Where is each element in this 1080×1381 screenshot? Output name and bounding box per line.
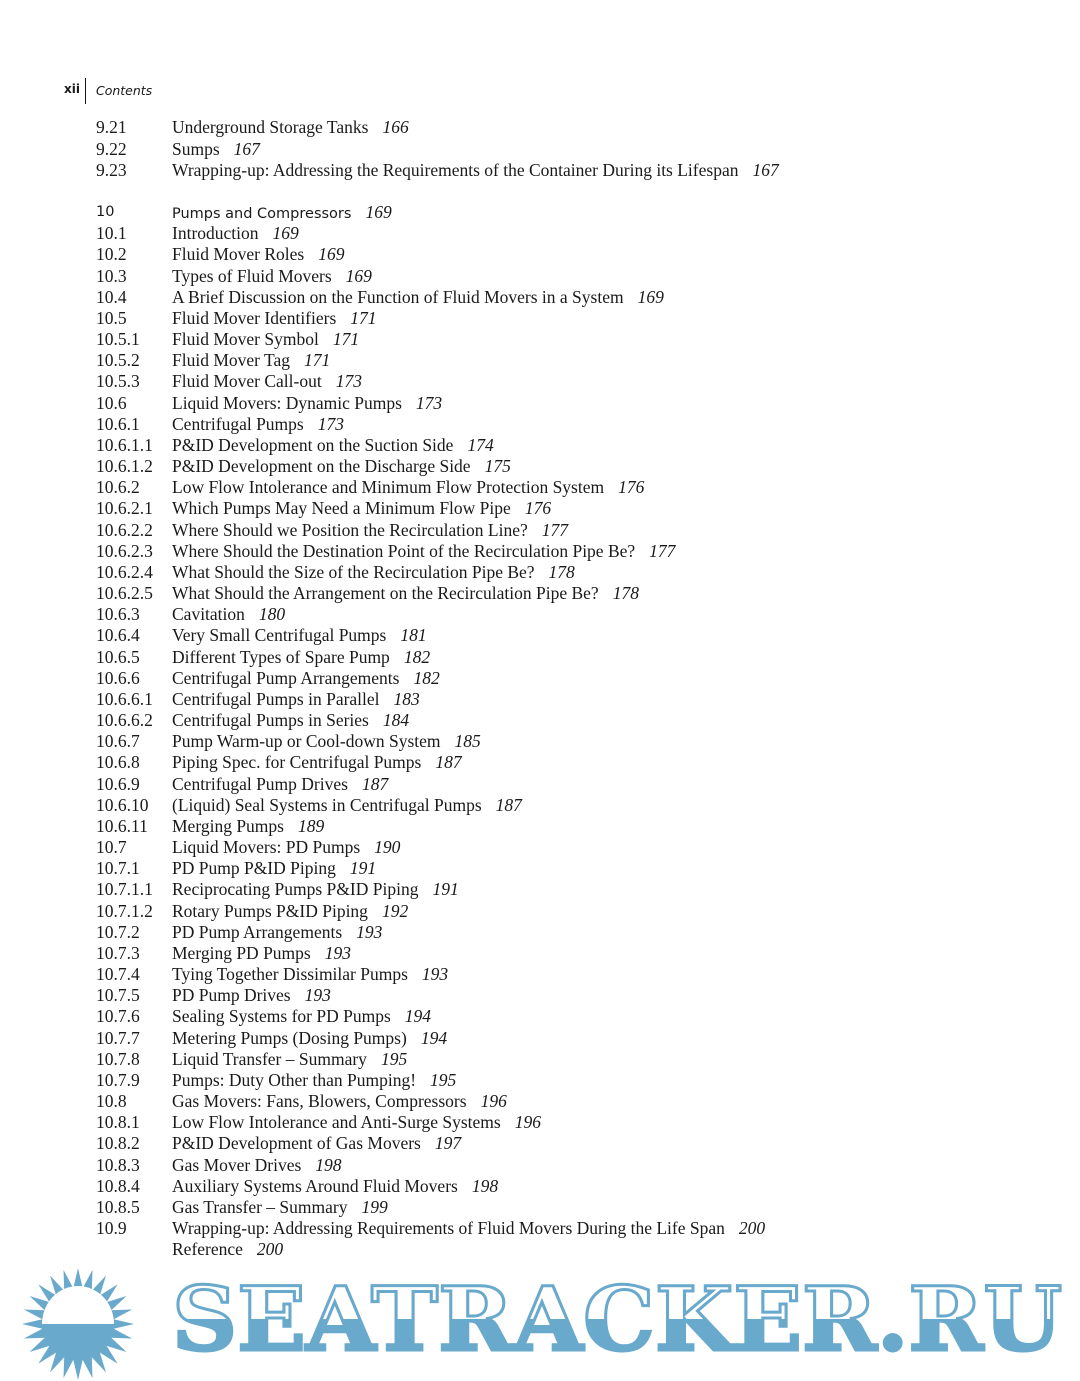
entry-number: 10.6.2.2 <box>96 519 153 540</box>
entry-title-text: Reference <box>172 1239 243 1260</box>
entry-title <box>172 139 260 160</box>
entry-number: 10.7.3 <box>96 942 140 963</box>
entry-title <box>172 350 330 371</box>
entry-page: 187 <box>435 752 462 773</box>
entry-page: 173 <box>317 413 344 434</box>
entry-title-text: Reciprocating Pumps P&ID Piping <box>172 879 419 900</box>
entry-number: 10.7 <box>96 837 127 858</box>
entry-number: 10.7.9 <box>96 1069 140 1090</box>
entry-title-text: Liquid Movers: Dynamic Pumps <box>172 392 402 413</box>
entry-title-text: P&ID Development of Gas Movers <box>172 1133 421 1154</box>
entry-title <box>172 689 420 710</box>
entry-title <box>172 435 494 456</box>
entry-title-text: Gas Transfer – Summary <box>172 1196 348 1217</box>
entry-title <box>172 583 639 604</box>
entry-number: 10.7.1.1 <box>96 879 153 900</box>
entry-title <box>172 731 481 752</box>
entry-number: 10.6.9 <box>96 773 140 794</box>
entry-page: 171 <box>332 329 360 350</box>
entry-title-text: Wrapping-up: Addressing Requirements of Fluid Movers During the Life Span <box>172 1218 725 1239</box>
entry-title <box>172 774 388 795</box>
entry-title <box>172 1112 541 1133</box>
entry-title-text: PD Pump P&ID Piping <box>172 858 336 879</box>
entry-title-text: Gas Movers: Fans, Blowers, Compressors <box>172 1091 467 1112</box>
entry-title-text: Low Flow Intolerance and Minimum Flow Protection System <box>172 477 605 498</box>
entry-title-text: Centrifugal Pumps <box>172 413 304 434</box>
entry-page: 198 <box>471 1175 499 1196</box>
entry-page: 196 <box>514 1112 541 1133</box>
entry-number: 10.4 <box>96 286 127 307</box>
entry-title <box>172 287 664 308</box>
entry-title-text: Sealing Systems for PD Pumps <box>172 1006 391 1027</box>
entry-title <box>172 393 442 414</box>
entry-number: 10.6.2.5 <box>96 583 153 604</box>
entry-page: 173 <box>335 371 362 392</box>
entry-title <box>172 964 448 985</box>
entry-title <box>172 456 511 477</box>
entry-title-text: Pumps: Duty Other than Pumping! <box>172 1069 417 1090</box>
entry-title-text: Tying Together Dissimilar Pumps <box>172 964 408 985</box>
entry-number: 10.8.3 <box>96 1154 140 1175</box>
entry-title <box>172 837 400 858</box>
entry-title-text: Auxiliary Systems Around Fluid Movers <box>172 1175 458 1196</box>
entry-title <box>172 604 285 625</box>
watermark-text: SEATRACKER.RU <box>172 1267 1062 1371</box>
entry-title <box>172 922 382 943</box>
entry-title <box>172 520 568 541</box>
entry-title-text: Introduction <box>172 223 259 244</box>
entry-page: 189 <box>297 815 325 836</box>
entry-number: 10.6.1.1 <box>96 434 153 455</box>
entry-title <box>172 625 427 646</box>
entry-number: 10.8.1 <box>96 1112 140 1133</box>
entry-page: 171 <box>304 350 331 371</box>
entry-page: 171 <box>350 307 377 328</box>
entry-number: 10.7.8 <box>96 1048 140 1069</box>
entry-page: 187 <box>495 794 522 815</box>
entry-title-text: Liquid Transfer – Summary <box>172 1048 367 1069</box>
entry-page: 169 <box>345 265 372 286</box>
entry-page: 195 <box>380 1048 408 1069</box>
entry-title <box>172 1176 498 1197</box>
entry-number: 10.7.4 <box>96 964 140 985</box>
entry-title-text: What Should the Size of the Recirculation Pipe Be? <box>172 561 535 582</box>
entry-title <box>172 752 462 773</box>
entry-number: 10.7.2 <box>96 921 140 942</box>
entry-title <box>172 541 675 562</box>
entry-title-text: (Liquid) Seal Systems in Centrifugal Pumps <box>172 794 482 815</box>
entry-page: 178 <box>612 583 639 604</box>
entry-title-text: Centrifugal Pump Drives <box>172 773 348 794</box>
entry-page: 174 <box>467 434 494 455</box>
page-number: xii <box>64 78 86 104</box>
entry-number: 10.5.2 <box>96 350 140 371</box>
entry-title <box>172 816 324 837</box>
entry-title-text: Where Should the Destination Point of the Recirculation Pipe Be? <box>172 540 636 561</box>
entry-title <box>172 266 372 287</box>
entry-page: 199 <box>361 1196 388 1217</box>
entry-number: 10.7.1.2 <box>96 900 153 921</box>
entry-title-text: Fluid Mover Call-out <box>172 371 322 392</box>
entry-title-text: Where Should we Position the Recirculation Line? <box>172 519 528 540</box>
entry-page: 184 <box>382 710 410 731</box>
entry-page: 185 <box>454 731 481 752</box>
entry-title <box>172 858 376 879</box>
entry-page: 200 <box>738 1218 766 1239</box>
entry-number: 10.6.11 <box>96 815 148 836</box>
entry-title <box>172 562 575 583</box>
entry-page: 166 <box>382 117 409 137</box>
entry-page: 194 <box>404 1006 432 1027</box>
entry-page: 192 <box>381 900 409 921</box>
entry-title-text: Different Types of Spare Pump <box>172 646 390 667</box>
entry-title-text: Cavitation <box>172 604 245 625</box>
entry-number: 10.5 <box>96 307 127 328</box>
entry-page: 183 <box>393 688 420 709</box>
entry-number: 10.2 <box>96 244 127 265</box>
entry-title-text: Low Flow Intolerance and Anti-Surge Systems <box>172 1112 501 1133</box>
entry-title <box>172 943 351 964</box>
entry-title-text: Types of Fluid Movers <box>172 265 332 286</box>
entry-title-text: Fluid Mover Symbol <box>172 329 319 350</box>
entry-title-text: Centrifugal Pump Arrangements <box>172 667 400 688</box>
entry-number: 10.1 <box>96 223 127 244</box>
entry-page: 193 <box>304 985 331 1006</box>
entry-number: 10.6 <box>96 392 127 413</box>
entry-number: 10.6.3 <box>96 604 140 625</box>
entry-page: 195 <box>430 1069 457 1090</box>
entry-title-text: Merging Pumps <box>172 815 284 836</box>
entry-number: 10.6.5 <box>96 646 140 667</box>
entry-number: 10.8.5 <box>96 1196 140 1217</box>
entry-number: 10.7.7 <box>96 1027 140 1048</box>
entry-title <box>172 498 551 519</box>
entry-number: 10.7.1 <box>96 858 140 879</box>
entry-number: 10.6.2.3 <box>96 540 153 561</box>
entry-title-text: Fluid Mover Tag <box>172 350 291 371</box>
entry-title-text: Fluid Mover Roles <box>172 244 305 265</box>
entry-title-text: Sumps <box>172 138 220 159</box>
entry-page: 194 <box>420 1027 448 1048</box>
entry-title <box>172 414 344 435</box>
entry-number: 10.5.3 <box>96 371 140 392</box>
entry-title-text: Fluid Mover Identifiers <box>172 307 337 328</box>
entry-title <box>172 308 377 329</box>
entry-title <box>172 1028 447 1049</box>
entry-number: 10.6.6.2 <box>96 710 153 731</box>
entry-page: 187 <box>361 773 389 794</box>
entry-number: 10.7.5 <box>96 985 140 1006</box>
entry-title <box>172 202 392 225</box>
entry-title <box>172 223 299 244</box>
entry-title-text: Underground Storage Tanks <box>172 117 369 137</box>
entry-number: 10.8.4 <box>96 1175 140 1196</box>
entry-number: 10.6.2.1 <box>96 498 153 519</box>
entry-page: 191 <box>349 858 377 879</box>
entry-number: 10.6.6.1 <box>96 688 153 709</box>
entry-title <box>172 1197 388 1218</box>
entry-number: 10.8 <box>96 1091 127 1112</box>
entry-page: 181 <box>400 625 427 646</box>
entry-title-text: Centrifugal Pumps in Parallel <box>172 688 380 709</box>
entry-title <box>172 1006 431 1027</box>
entry-title-text: Merging PD Pumps <box>172 942 311 963</box>
entry-page: 198 <box>315 1154 342 1175</box>
entry-page: 169 <box>637 286 664 307</box>
watermark-logo <box>0 1264 1080 1381</box>
entry-number: 10.6.2 <box>96 477 140 498</box>
entry-title <box>172 668 440 689</box>
entry-title-text: Wrapping-up: Addressing the Requirements of the Container During its Lifespan <box>172 160 739 180</box>
entry-page: 167 <box>233 138 260 159</box>
entry-page: 177 <box>649 540 676 561</box>
entry-page: 167 <box>752 160 779 180</box>
entry-title <box>172 1155 342 1176</box>
entry-title <box>172 1133 461 1154</box>
entry-title <box>172 879 459 900</box>
entry-number: 10.6.1.2 <box>96 456 153 477</box>
entry-page: 193 <box>324 942 351 963</box>
entry-title <box>172 985 331 1006</box>
entry-title <box>172 371 362 392</box>
entry-number: 10.6.4 <box>96 625 140 646</box>
entry-title-text: Centrifugal Pumps in Series <box>172 710 369 731</box>
entry-title-text: Pumps and Compressors <box>172 206 352 222</box>
entry-title-text: Very Small Centrifugal Pumps <box>172 625 387 646</box>
entry-page: 178 <box>548 561 575 582</box>
entry-page: 182 <box>413 667 440 688</box>
entry-title-text: A Brief Discussion on the Function of Fluid Movers in a System <box>172 286 624 307</box>
entry-page: 169 <box>318 244 345 265</box>
entry-page: 200 <box>256 1239 284 1260</box>
entry-page: 176 <box>618 477 645 498</box>
entry-title-text: P&ID Development on the Discharge Side <box>172 456 471 477</box>
entry-number: 10.7.6 <box>96 1006 140 1027</box>
entry-title-text: PD Pump Arrangements <box>172 921 343 942</box>
entry-title-text: Gas Mover Drives <box>172 1154 302 1175</box>
entry-page: 182 <box>403 646 431 667</box>
entry-number: 10.5.1 <box>96 329 140 350</box>
entry-number: 10.6.10 <box>96 794 149 815</box>
entry-page: 197 <box>434 1133 462 1154</box>
entry-title <box>172 1218 765 1239</box>
entry-title <box>172 1070 456 1091</box>
entry-page: 191 <box>432 879 459 900</box>
entry-title <box>172 710 409 731</box>
entry-title-text: PD Pump Drives <box>172 985 291 1006</box>
running-head-title: Contents <box>95 83 153 98</box>
entry-number: 9.21 <box>96 117 127 137</box>
entry-number: 10.6.1 <box>96 413 140 434</box>
entry-page: 173 <box>415 392 443 413</box>
entry-title-text: Piping Spec. for Centrifugal Pumps <box>172 752 422 773</box>
entry-number: 10.6.8 <box>96 752 140 773</box>
entry-title <box>172 329 359 350</box>
entry-title <box>172 1091 507 1112</box>
entry-title <box>172 160 779 181</box>
sun-icon <box>22 1268 134 1380</box>
entry-title-text: P&ID Development on the Suction Side <box>172 434 454 455</box>
entry-page: 193 <box>356 921 383 942</box>
entry-title <box>172 244 344 265</box>
entry-title <box>172 901 408 922</box>
entry-number: 10 <box>96 204 115 220</box>
entry-page: 176 <box>524 498 552 519</box>
entry-page: 169 <box>365 202 392 222</box>
entry-title <box>172 1049 407 1070</box>
entry-page: 196 <box>480 1091 507 1112</box>
entry-title-text: What Should the Arrangement on the Recirculation Pipe Be? <box>172 583 599 604</box>
entry-number: 9.22 <box>96 138 127 159</box>
entry-number: 10.6.6 <box>96 667 140 688</box>
entry-page: 193 <box>421 964 449 985</box>
entry-page: 175 <box>484 456 511 477</box>
entry-number: 10.8.2 <box>96 1133 140 1154</box>
entry-number: 10.6.7 <box>96 731 140 752</box>
entry-page: 180 <box>258 604 286 625</box>
entry-number: 10.9 <box>96 1218 127 1239</box>
entry-title <box>172 117 409 138</box>
entry-title-text: Pump Warm-up or Cool-down System <box>172 731 441 752</box>
entry-page: 190 <box>374 837 401 858</box>
entry-title-text: Which Pumps May Need a Minimum Flow Pipe <box>172 498 511 519</box>
entry-number: 9.23 <box>96 160 127 180</box>
entry-number: 10.3 <box>96 265 127 286</box>
entry-title-text: Metering Pumps (Dosing Pumps) <box>172 1027 407 1048</box>
entry-page: 177 <box>541 519 568 540</box>
entry-title <box>172 1239 283 1260</box>
entry-page: 169 <box>272 223 299 244</box>
entry-title-text: Liquid Movers: PD Pumps <box>172 837 361 858</box>
entry-title <box>172 795 522 816</box>
entry-title <box>172 647 430 668</box>
entry-title <box>172 477 644 498</box>
entry-title-text: Rotary Pumps P&ID Piping <box>172 900 368 921</box>
entry-number: 10.6.2.4 <box>96 561 153 582</box>
running-head <box>64 78 152 104</box>
